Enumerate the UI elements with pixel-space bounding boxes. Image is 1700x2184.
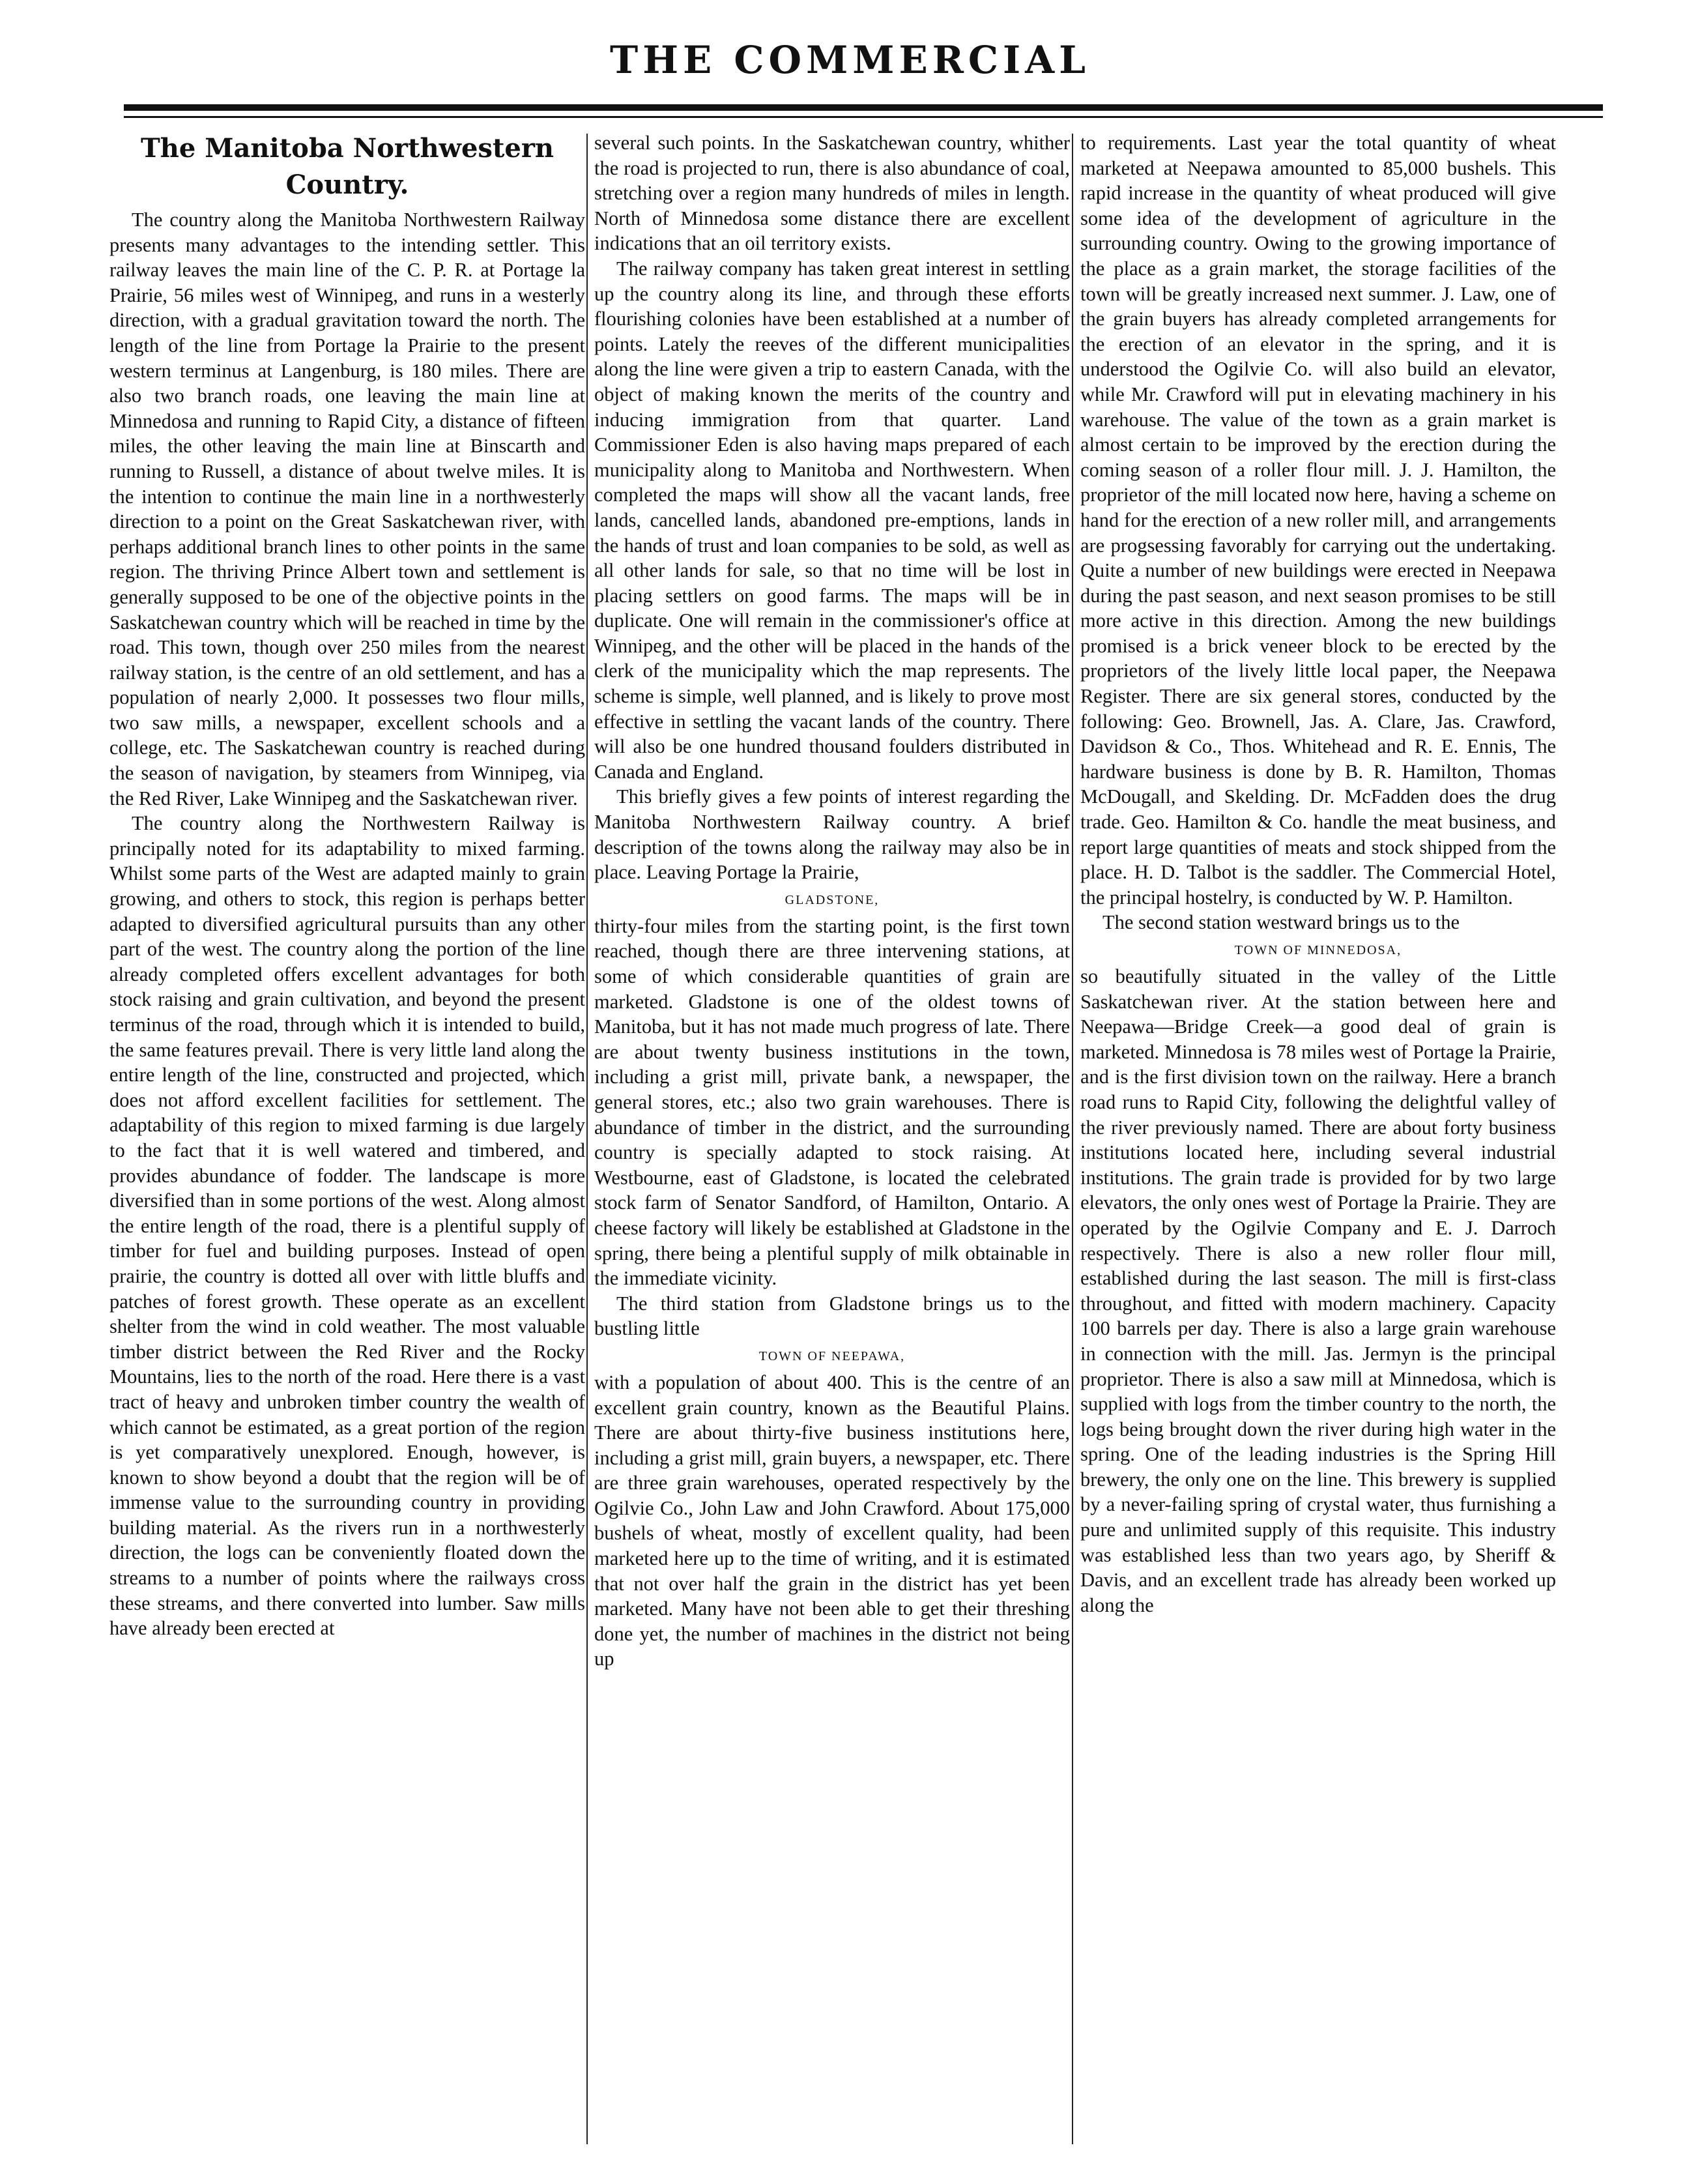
masthead: THE COMMERCIAL <box>610 38 1090 82</box>
column-divider <box>1072 134 1073 2144</box>
paragraph: This briefly gives a few points of interest regarding the Manitoba Northwestern Railway country. A brief description of the towns along the railway may also be in place. Leaving Portage la Prairie, <box>594 785 1070 884</box>
masthead-rule-thin <box>124 116 1603 118</box>
subheading-neepawa: TOWN OF NEEPAWA, <box>758 1348 906 1363</box>
paragraph: The country along the Manitoba Northwestern Railway presents many advantages to the intending settler. This railway leaves the main line of the C. P. R. at Portage la Prairie, 56 miles west of Winnipeg, and runs in a westerly direction, with a gradual gravitation toward the north. The length of the line from Portage la Prairie to the present western terminus at Langenburg, is 180 miles. There are also two branch roads, one leaving the main line at Minnedosa and running to Rapid City, a distance of fifteen miles, the other leaving the main line at Binscarth and running to Russell, a distance of about twelve miles. It is the intention to continue the main line in a northwesterly direction to a point on the Great Saskatchewan river, with perhaps additional branch lines to other points in the same region. The thriving Prince Albert town and settlement is generally supposed to be one of the objective points in the Saskatchewan country which will be reached in time by the road. This town, though over 250 miles from the nearest railway station, is the centre of an old settlement, and has a population of nearly 2,000. It possesses two flour mills, two saw mills, a newspaper, excellent schools and a college, etc. The Saskatchewan country is reached during the season of navigation, by steamers from Winnipeg, via the Red River, Lake Winnipeg and the Saskatchewan river. <box>109 209 585 809</box>
article-headline: The Manitoba Northwestern Country. <box>140 133 555 200</box>
paragraph: so beautifully situated in the valley of the Little Saskatchewan river. At the station between here and Neepawa—Bridge Creek—a good deal of grain is marketed. Minnedosa is 78 miles west of Portage la Prairie, and is the first division town on the railway. Here a branch road runs to Rapid City, following the delightful valley of the river previously named. There are about forty business institutions located here, including several industrial institutions. The grain trade is provided for by two large elevators, the only ones west of Portage la Prairie. They are operated by the Ogilvie Company and E. J. Darroch respectively. There is also a new roller flour mill, established during the last season. The mill is first-class throughout, and fitted with modern machinery. Capacity 100 barrels per day. There is also a large grain warehouse in connection with the mill. Jas. Jermyn is the principal proprietor. There is also a saw mill at Minnedosa, which is supplied with logs from the timber country to the north, the logs being brought down the river during high water in the spring. One of the leading industries is the Spring Hill brewery, the only one on the line. This brewery is supplied by a never-failing spring of crystal water, thus furnishing a pure and unlimited supply of this requisite. This industry was established less than two years ago, by Sheriff & Davis, and an excellent trade has already been worked up along the <box>1080 965 1556 1616</box>
column-1 <box>109 130 585 2138</box>
masthead-rule-thick <box>124 104 1603 111</box>
paragraph: The country along the Northwestern Railway is principally noted for its adaptability to mixed farming. Whilst some parts of the West are adapted mainly to grain growing, and others to stock, this region is perhaps better adapted to diversified agricultural pursuits than any other part of the west. The country along the portion of the line already completed offers excellent advantages for both stock raising and grain cultivation, and beyond the present terminus of the road, through which it is intended to build, the same features prevail. There is very little land along the entire length of the line, constructed and projected, which does not afford excellent facilities for settlement. The adaptability of this region to mixed farming is due largely to the fact that it is well watered and timbered, and provides abundance of fodder. The landscape is more diversified than in some portions of the west. Along almost the entire length of the road, there is a plentiful supply of timber for fuel and building purposes. Instead of open prairie, the country is dotted all over with little bluffs and patches of forest growth. These operate as an excellent shelter from the wind in cold weather. The most valuable timber district between the Red River and the Rocky Mountains, lies to the north of the road. Here there is a vast tract of heavy and unbroken timber country the wealth of which cannot be estimated, as a great portion of the region is yet comparatively unexplored. Enough, however, is known to show beyond a doubt that the region will be of immense value to the surrounding country in providing building material. As the rivers run in a northwesterly direction, the logs can be conveniently floated down the streams to a number of points where the railways cross these streams, and there converted into lumber. Saw mills have already been erected at <box>109 812 585 1640</box>
column-divider <box>586 134 588 2144</box>
paragraph: The second station westward brings us to the <box>1102 911 1460 934</box>
paragraph: several such points. In the Saskatchewan country, whither the road is projected to run, there is also abundance of coal, stretching over a region many hundreds of miles in length. North of Minnedosa some distance there are excellent indications that an oil territory exists. <box>594 132 1070 255</box>
paragraph: The third station from Gladstone brings us to the bustling little <box>594 1292 1070 1340</box>
paragraph: with a population of about 400. This is the centre of an excellent grain country, known as the Beautiful Plains. There are about thirty-five business institutions here, including a grist mill, grain buyers, a newspaper, etc. There are three grain warehouses, operated respectively by the Ogilvie Co., John Law and John Crawford. About 175,000 bushels of wheat, mostly of excellent quality, had been marketed here up to the time of writing, and it is estimated that not over half the grain in the district has yet been marketed. Many have not been able to get their threshing done yet, the number of machines in the district not being up <box>594 1371 1070 1670</box>
paragraph: to requirements. Last year the total quantity of wheat marketed at Neepawa amounted to 85,000 bushels. This rapid increase in the quantity of wheat produced will give some idea of the development of agriculture in the surrounding country. Owing to the growing importance of the place as a grain market, the storage facilities of the town will be greatly increased next summer. J. Law, one of the grain buyers has already completed arrangements for the erection of an elevator in the spring, and it is understood the Ogilvie Co. will also build an elevator, while Mr. Crawford will put in elevating machinery in his warehouse. The value of the town as a grain market is almost certain to be improved by the erection during the coming season of a roller flour mill. J. J. Hamilton, the proprietor of the mill located now here, having a scheme on hand for the erection of a new roller mill, and arrangements are progsessing favorably for carrying out the undertaking. Quite a number of new buildings were erected in Neepawa during the past season, and next season promises to be still more active in this direction. Among the new buildings promised is a brick veneer block to be erected by the proprietors of the lively little local paper, the Neepawa Register. There are six general stores, conducted by the following: Geo. Brownell, Jas. A. Clare, Jas. Crawford, Davidson & Co., Thos. Whitehead and R. E. Ennis, The hardware business is done by B. R. Hamilton, Thomas McDougall, and Skelding. Dr. McFadden does the drug trade. Geo. Hamilton & Co. handle the meat business, and report large quantities of meats and stock shipped from the place. H. D. Talbot is the saddler. The Commercial Hotel, the principal hostelry, is conducted by W. P. Hamilton. <box>1080 132 1556 909</box>
column-3 <box>1080 130 1556 2138</box>
paragraph: thirty-four miles from the starting point, is the first town reached, though there are three intervening stations, at some of which considerable quantities of grain are marketed. Gladstone is one of the oldest towns of Manitoba, but it has not made much progress of late. There are about twenty business institutions in the town, including a grist mill, private bank, a newspaper, the general stores, etc.; also two grain warehouses. There is abundance of timber in the district, and the surrounding country is specially adapted to stock raising. At Westbourne, east of Gladstone, is located the celebrated stock farm of Senator Sandford, of Hamilton, Ontario. A cheese factory will likely be established at Gladstone in the spring, there being a plentiful supply of milk obtainable in the immediate vicinity. <box>594 914 1070 1290</box>
subheading-minnedosa: TOWN OF MINNEDOSA, <box>1234 943 1402 957</box>
subheading-gladstone: GLADSTONE, <box>785 892 880 907</box>
paragraph: The railway company has taken great interest in settling up the country along its line, and through these efforts flourishing colonies have been established at a number of points. Lately the reeves of the different municipalities along the line were given a trip to eastern Canada, with the object of making known the merits of the country and inducing immigration from that quarter. Land Commissioner Eden is also having maps prepared of each municipality along to Manitoba and Northwestern. When completed the maps will show all the vacant lands, free lands, cancelled lands, abandoned pre-emptions, lands in the hands of trust and loan companies to be sold, as well as all other lands for sale, so that no time will be lost in placing settlers on good farms. The maps will be in duplicate. One will remain in the commissioner's office at Winnipeg, and the other will be placed in the hands of the clerk of the municipality which the map represents. The scheme is simple, well planned, and is likely to prove most effective in settling the vacant lands of the country. There will also be one hundred thousand foulders distributed in Canada and England. <box>594 257 1070 783</box>
column-2 <box>594 130 1070 2138</box>
